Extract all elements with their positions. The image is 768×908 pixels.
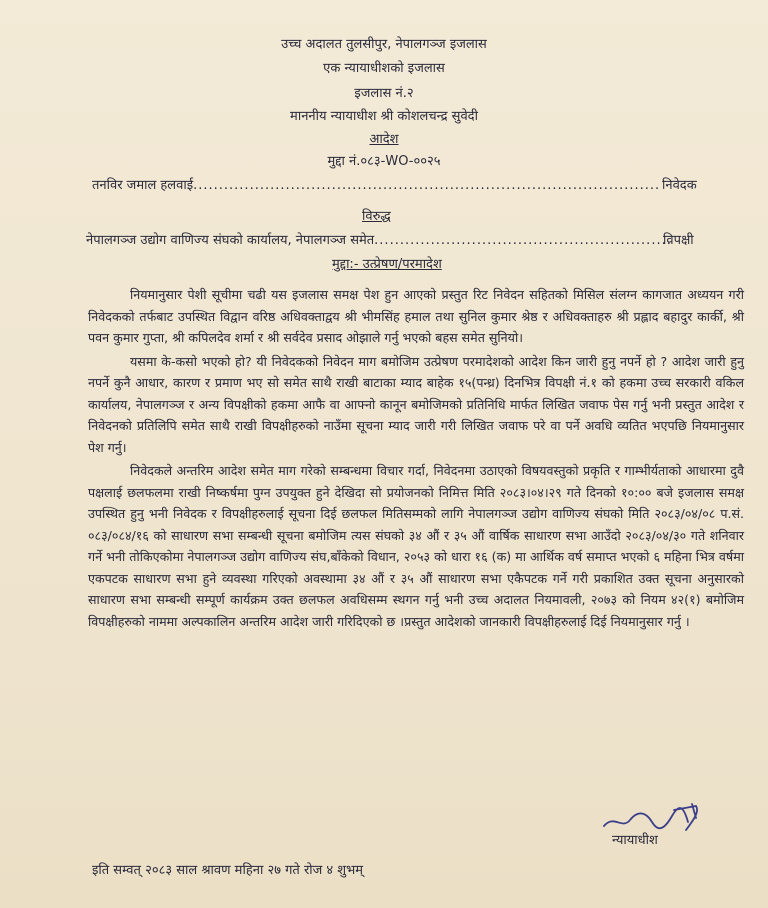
petitioner-role: निवेदक: [662, 178, 697, 193]
paragraph-1: नियमानुसार पेशी सूचीमा चढी यस इजलास समक्ष पेश हुन आएको प्रस्तुत रिट निवेदन सहितको मिसिल संलग्न कागजात अध्ययन गरी निवेदकको तर्फबाट उपस्थित विद्वान वरिष्ठ अधिवक्ताद्वय श्री भीमसिंह हमाल तथा सुनिल कुमार श्रेष्ठ र अधिवक्ताहरु श्री प्रह्लाद बहादुर कार्की, श्री पवन कुमार गुप्ता, श्री कपिलदेव शर्मा र श्री सर्वदेव प्रसाद ओझाले गर्नु भएको बहस समेत सुनियो।: [88, 287, 744, 345]
case-subject: मुद्दा:- उत्प्रेषण/परमादेश: [332, 257, 442, 272]
paragraph-2: यसमा के-कसो भएको हो? यी निवेदकको निवेदन माग बमोजिम उत्प्रेषण परमादेशको आदेश किन जारी हुनु नपर्ने हो ? आदेश जारी हुनु नपर्ने कुनै आधार, कारण र प्रमाण भए सो समेत साथै राखी बाटाका म्याद बाहेक १५(पन्ध्र) दिनभित्र विपक्षी नं.१ को हकमा उच्च सरकारी वकिल कार्यालय, नेपालगञ्ज र अन्य विपक्षीको हकमा आफै वा आफ्नो कानून बमोजिमको प्रतिनिधि मार्फत लिखित जवाफ पेस गर्नु भनी प्रस्तुत आदेश र निवेदनको प्रतिलिपि समेत साथै राखी विपक्षीहरुको नाउँमा सूचना म्याद जारी गरी लिखित जवाफ परे वा पर्ने अवधि व्यतित भएपछि नियमानुसार पेश गर्नु।: [88, 353, 744, 455]
petitioner-row: [92, 177, 742, 194]
judge-name: माननीय न्यायाधीश श्री कोशलचन्द्र सुवेदी: [290, 109, 478, 124]
bench-number: इजलास नं.२: [354, 86, 414, 101]
respondent-row: [86, 232, 736, 249]
order-title: आदेश: [369, 132, 399, 147]
paragraph-3: निवेदकले अन्तरिम आदेश समेत माग गरेको सम्बन्धमा विचार गर्दा, निवेदनमा उठाएको विषयवस्तुको प्रकृति र गाम्भीर्यताको आधारमा दुवै पक्षलाई छलफलमा राखी निष्कर्षमा पुग्न उपयुक्त हुने देखिदा सो प्रयोजनको निमित्त मिति २०८३।०४।२९ गते दिनको १०:०० बजे इजलास समक्ष उपस्थित हुनु भनी निवेदक र विपक्षीहरुलाई सूचना दिई छलफल मितिसम्मको लागि नेपालगञ्ज उद्योग वाणिज्य संघको मिति २०८३/०४/०८ प.सं. ०८३/०८४/१६ को साधारण सभा सम्बन्धी सूचना बमोजिम त्यस संघको ३४ औं र ३५ औं वार्षिक साधारण सभा आउँदो २०८३/०४/३० गते शनिवार गर्ने भनी तोकिएकोमा नेपालगञ्ज उद्योग वाणिज्य संघ,बाँकेको विधान, २०५३ को धारा १६ (क) मा आर्थिक वर्ष समाप्त भएको ६ महिना भित्र वर्षमा एकपटक साधारण सभा हुने व्यवस्था गरिएको अवस्थामा ३४ औं र ३५ औं साधारण सभा एकैपटक गर्ने गरी प्रकाशित उक्त सूचना अनुसारको साधारण सभा सम्बन्धी सम्पूर्ण कार्यक्रम उक्त छलफल अवधिसम्म स्थगन गर्नु भनी उच्च अदालत नियमावली, २०७३ को नियम ४२(१) बमोजिम विपक्षीहरुको नाममा अल्पकालिन अन्तरिम आदेश जारी गरिदिएको छ ।प्रस्तुत आदेशको जानकारी विपक्षीहरुलाई दिई नियमानुसार गर्नु ।: [88, 463, 744, 629]
respondent-dots: ..........................................................: [374, 233, 672, 248]
court-name: उच्च अदालत तुलसीपुर, नेपालगञ्ज इजलास: [281, 37, 487, 52]
bench-type: एक न्यायाधीशको इजलास: [323, 61, 445, 76]
respondent-name: नेपालगञ्ज उद्योग वाणिज्य संघको कार्यालय, नेपालगञ्ज समेत: [86, 233, 375, 248]
versus-label: विरुद्ध: [362, 209, 391, 224]
case-number: मुद्दा नं.०८३-WO-००२५: [327, 154, 441, 169]
petitioner-name: तनविर जमाल हलवाई: [92, 178, 194, 193]
order-body: [88, 284, 744, 632]
petitioner-dots: ...........................................................................................: [193, 178, 661, 193]
respondent-role: विपक्षी: [663, 233, 694, 248]
footer-line: इति सम्वत् २०८३ साल श्रावण महिना २७ गते रोज ४ शुभम्: [92, 863, 364, 878]
signature-role: न्यायाधीश: [612, 833, 658, 848]
